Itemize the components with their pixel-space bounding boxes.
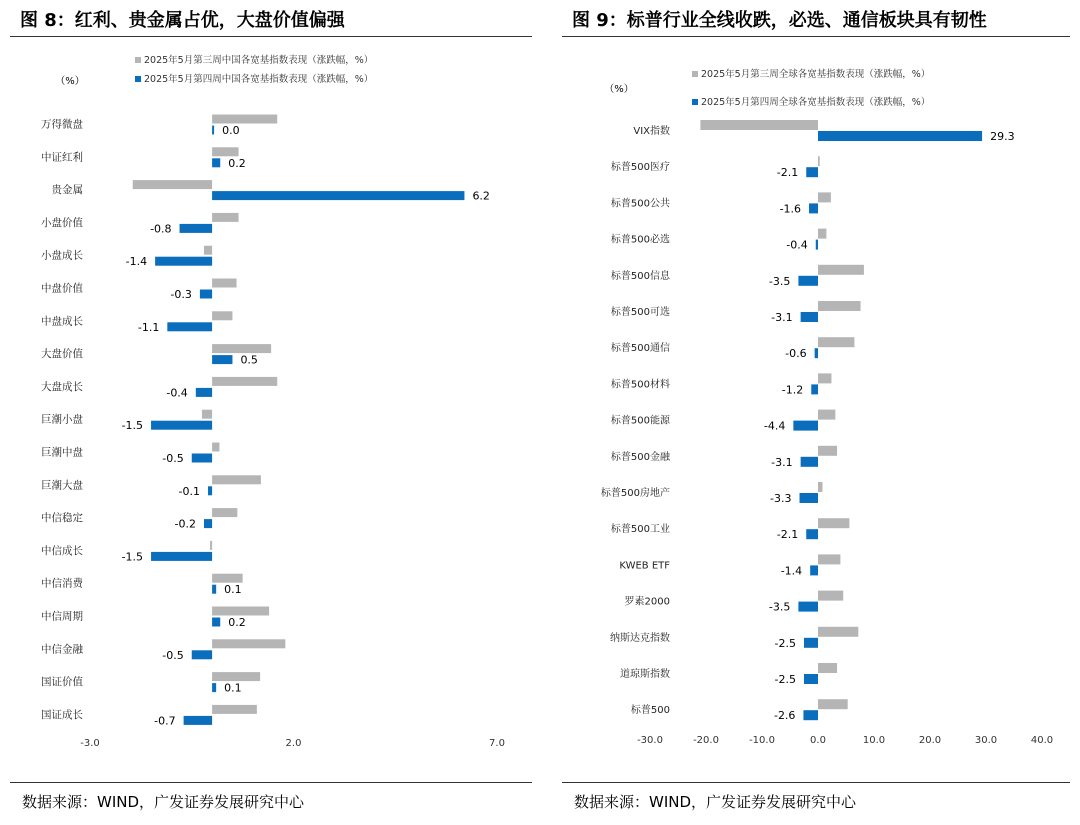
chart1-bar-this-week xyxy=(184,716,212,725)
chart1-unit-label: （%） xyxy=(55,76,85,87)
chart1-category-label: 贵金属 xyxy=(51,184,83,197)
chart1-bar-this-week xyxy=(212,618,220,627)
chart2-bar-this-week xyxy=(801,312,818,322)
chart1-bar-this-week xyxy=(200,290,212,299)
chart1-bar-prev-week xyxy=(212,443,219,452)
chart1-bar-prev-week xyxy=(212,508,237,517)
chart1-bar-this-week xyxy=(151,552,212,561)
chart2-x-tick-label: 0.0 xyxy=(810,735,826,746)
chart1-bar-prev-week xyxy=(212,705,257,714)
chart2-x-tick-label: 10.0 xyxy=(862,735,886,746)
chart1-value-label: -0.7 xyxy=(154,714,176,728)
chart1-category-label: 巨潮小盘 xyxy=(41,413,83,426)
chart2-category-label: 标普500可选 xyxy=(610,307,670,318)
chart2-value-label: -2.1 xyxy=(776,528,799,542)
chart1-value-label: -1.5 xyxy=(121,550,144,564)
chart2-bar-this-week xyxy=(816,240,818,250)
chart2-bar-prev-week xyxy=(818,627,858,637)
chart1-x-tick-label: 2.0 xyxy=(285,738,302,749)
chart2-category-label: VIX指数 xyxy=(633,126,670,137)
chart1-category-label: 小盘价值 xyxy=(41,216,83,229)
chart2-source: 数据来源：WIND，广发证券发展研究中心 xyxy=(574,793,857,811)
chart2-bar-this-week xyxy=(806,529,818,539)
chart2-bar-prev-week xyxy=(818,663,837,673)
chart1-bar-prev-week xyxy=(212,147,238,156)
chart2-value-label: -2.5 xyxy=(774,636,796,650)
chart2-bar-this-week xyxy=(804,674,818,684)
chart2-category-label: 道琼斯指数 xyxy=(620,669,670,680)
chart2-category-label: KWEB ETF xyxy=(619,560,670,572)
chart2-value-label: -0.4 xyxy=(786,238,808,252)
chart1-value-label: -1.1 xyxy=(137,320,160,334)
chart2-unit-label: （%） xyxy=(604,84,634,95)
chart2-bar-prev-week xyxy=(818,337,854,347)
chart1-value-label: 0.2 xyxy=(228,616,246,629)
chart1-value-label: -0.8 xyxy=(150,222,172,236)
chart2-value-label: -0.6 xyxy=(785,347,807,361)
chart2-x-tick-label: -20.0 xyxy=(693,735,719,746)
chart2-value-label: -3.3 xyxy=(770,492,792,505)
chart1-category-label: 中信金融 xyxy=(41,643,83,656)
chart1-bar-this-week xyxy=(192,454,212,463)
chart2-bar-this-week xyxy=(811,384,818,394)
chart2-value-label: -4.4 xyxy=(763,419,786,433)
chart1-category-label: 小盘成长 xyxy=(41,249,83,262)
chart2-category-label: 标普500信息 xyxy=(610,270,670,282)
chart2-value-label: -3.1 xyxy=(771,455,793,469)
chart1-bar-prev-week xyxy=(210,541,212,550)
chart1-bar-prev-week xyxy=(212,574,243,583)
chart1-bar-prev-week xyxy=(212,377,277,386)
chart2-value-label: -1.6 xyxy=(779,202,802,216)
chart2-bar-this-week xyxy=(804,638,818,648)
chart1-bar-prev-week xyxy=(204,246,212,255)
chart1-category-label: 国证成长 xyxy=(41,708,83,721)
chart1-bar-this-week xyxy=(196,388,212,397)
chart2-value-label: 29.3 xyxy=(990,130,1015,143)
chart1-category-label: 中信周期 xyxy=(41,610,83,623)
chart1-category-label: 中信成长 xyxy=(41,544,83,557)
chart2-bar-prev-week xyxy=(700,120,818,130)
chart2-bar-this-week xyxy=(818,131,982,141)
chart1-value-label: -0.1 xyxy=(178,484,201,498)
chart1-value-label: 0.2 xyxy=(228,156,246,170)
chart1-value-label: -0.5 xyxy=(162,452,184,465)
chart2-bar-this-week xyxy=(803,710,818,720)
chart2-bar-this-week xyxy=(798,276,818,286)
chart2-value-label: -2.1 xyxy=(776,166,799,180)
chart2-bar-this-week xyxy=(793,421,818,431)
chart1-legend-swatch-1 xyxy=(135,76,141,82)
chart2-value-label: -3.1 xyxy=(771,311,793,324)
chart2-value-label: -1.4 xyxy=(780,564,803,578)
chart1-bar-this-week xyxy=(212,158,220,167)
chart1-bar-this-week xyxy=(167,322,212,331)
chart1-category-label: 巨潮大盘 xyxy=(41,479,83,492)
chart2-bar-prev-week xyxy=(818,229,826,239)
chart1-bar-this-week xyxy=(204,519,212,528)
chart1-value-label: -0.4 xyxy=(166,386,188,400)
chart2-category-label: 标普500 xyxy=(630,705,670,717)
chart2-bar-prev-week xyxy=(818,554,840,564)
chart1-bar-prev-week xyxy=(212,672,260,681)
chart1-bar-this-week xyxy=(208,486,212,495)
chart2-x-tick-label: 40.0 xyxy=(1030,735,1054,746)
chart2-bar-this-week xyxy=(798,602,818,612)
chart1-legend-label-1: 2025年5月第四周中国各宽基指数表现（涨跌幅，%） xyxy=(144,74,374,85)
chart2-category-label: 标普500通信 xyxy=(610,343,670,355)
chart1-value-label: 0.1 xyxy=(224,583,242,597)
chart1-x-tick-label: -3.0 xyxy=(80,738,100,749)
chart1-bar-this-week xyxy=(180,224,213,233)
chart1-x-tick-label: 7.0 xyxy=(489,738,505,749)
chart2-bar-prev-week xyxy=(818,301,861,311)
chart2-x-tick-label: 20.0 xyxy=(918,735,942,746)
chart1-title: 图 8：红利、贵金属占优，大盘价值偏强 xyxy=(20,10,345,31)
chart1-source: 数据来源：WIND，广发证券发展研究中心 xyxy=(22,793,305,811)
chart2-bar-this-week xyxy=(806,167,818,177)
chart1-value-label: -1.4 xyxy=(125,255,148,269)
chart2-category-label: 标普500医疗 xyxy=(610,162,670,174)
chart2-category-label: 标普500金融 xyxy=(610,451,670,463)
chart2-value-label: -3.5 xyxy=(768,274,791,288)
chart1-bar-prev-week xyxy=(133,180,212,189)
chart1-value-label: 0.5 xyxy=(240,353,258,367)
chart1-bar-prev-week xyxy=(212,607,269,616)
chart1-bar-prev-week xyxy=(212,475,261,484)
chart2-bar-prev-week xyxy=(818,591,843,601)
chart1-value-label: 0.0 xyxy=(222,124,240,137)
chart1-bar-this-week xyxy=(155,257,212,266)
chart2-x-tick-label: -30.0 xyxy=(637,735,663,746)
chart1-category-label: 大盘成长 xyxy=(41,380,83,393)
chart1-category-label: 中信消费 xyxy=(41,577,83,590)
chart2-bar-prev-week xyxy=(818,265,864,275)
chart2-category-label: 标普500必选 xyxy=(610,234,670,246)
chart1-value-label: -0.5 xyxy=(162,648,184,662)
chart1-bar-this-week xyxy=(212,126,214,135)
chart1-bar-this-week xyxy=(212,355,232,364)
chart1-bar-this-week xyxy=(192,650,212,659)
chart1-bar-this-week xyxy=(212,683,216,692)
chart1-value-label: 0.1 xyxy=(224,681,242,695)
chart1-category-label: 大盘价值 xyxy=(41,348,83,361)
chart1-category-label: 中盘成长 xyxy=(41,315,83,328)
chart1-value-label: -0.3 xyxy=(170,288,192,301)
chart1-bar-this-week xyxy=(151,421,212,430)
chart2-legend-label-0: 2025年5月第三周全球各宽基指数表现（涨跌幅，%） xyxy=(701,69,931,80)
chart1-bar-prev-week xyxy=(212,213,238,222)
chart1-value-label: -1.5 xyxy=(121,419,144,433)
chart1-bar-this-week xyxy=(212,191,464,200)
chart2-category-label: 标普500工业 xyxy=(610,524,670,536)
chart1-category-label: 中信稳定 xyxy=(41,512,83,525)
chart1-value-label: 6.2 xyxy=(472,189,490,203)
chart2-title: 图 9：标普行业全线收跌，必选、通信板块具有韧性 xyxy=(572,10,987,31)
chart2-bar-prev-week xyxy=(818,373,831,383)
chart2-bar-this-week xyxy=(810,565,818,575)
chart2-bar-this-week xyxy=(809,203,818,213)
chart1-category-label: 巨潮中盘 xyxy=(41,446,83,459)
chart2-value-label: -3.5 xyxy=(768,600,791,614)
chart2-category-label: 标普500材料 xyxy=(610,379,670,391)
chart1-category-label: 中盘价值 xyxy=(41,282,83,295)
chart1-category-label: 万得微盘 xyxy=(41,118,83,131)
chart2-category-label: 罗素2000 xyxy=(624,596,670,608)
chart2-category-label: 标普500能源 xyxy=(610,415,670,427)
chart2-value-label: -1.2 xyxy=(781,383,804,397)
chart2-bar-prev-week xyxy=(818,482,822,492)
chart2-bar-this-week xyxy=(801,457,818,467)
chart1-bar-prev-week xyxy=(212,279,236,288)
chart2-bar-prev-week xyxy=(818,518,849,528)
chart1-category-label: 国证价值 xyxy=(41,676,83,689)
chart2-category-label: 标普500公共 xyxy=(610,198,670,210)
chart2-x-tick-label: -10.0 xyxy=(749,735,775,746)
chart2-bar-prev-week xyxy=(818,446,837,456)
chart2-bar-prev-week xyxy=(818,699,848,709)
chart2-bar-prev-week xyxy=(818,156,820,166)
chart2-category-label: 纳斯达克指数 xyxy=(610,632,670,644)
chart1-bar-prev-week xyxy=(202,410,212,419)
chart1-bar-prev-week xyxy=(212,115,277,124)
chart2-bar-this-week xyxy=(800,493,818,503)
chart2-x-tick-label: 30.0 xyxy=(974,735,998,746)
chart2-legend-swatch-1 xyxy=(692,99,698,105)
chart1-bar-prev-week xyxy=(212,639,285,648)
chart1-legend-swatch-0 xyxy=(135,57,141,63)
chart2-legend-swatch-0 xyxy=(692,71,698,77)
chart2-legend-label-1: 2025年5月第四周全球各宽基指数表现（涨跌幅，%） xyxy=(701,97,931,108)
chart2-value-label: -2.5 xyxy=(774,673,796,686)
chart2-bar-this-week xyxy=(815,348,818,358)
chart1-category-label: 中证红利 xyxy=(41,151,83,164)
chart2-bar-prev-week xyxy=(818,410,835,420)
chart2-bar-prev-week xyxy=(818,192,831,202)
chart1-legend-label-0: 2025年5月第三周中国各宽基指数表现（涨跌幅，%） xyxy=(144,55,374,66)
chart2-category-label: 标普500房地产 xyxy=(600,488,670,499)
chart1-bar-prev-week xyxy=(212,344,271,353)
chart1-bar-this-week xyxy=(212,585,216,594)
chart1-value-label: -0.2 xyxy=(174,517,196,531)
chart2-value-label: -2.6 xyxy=(773,709,796,723)
chart1-bar-prev-week xyxy=(212,311,232,320)
